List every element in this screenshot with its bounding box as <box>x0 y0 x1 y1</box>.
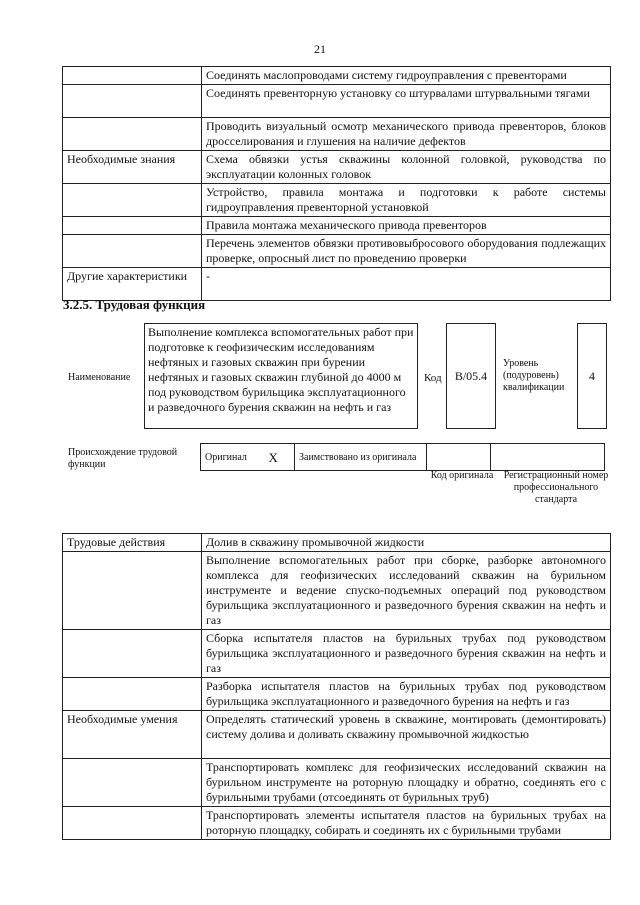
qualification-level-label: Уровень (подуровень) квалификации <box>503 358 565 393</box>
table-row <box>63 85 611 118</box>
borrowed-label: Заимствовано из оригинала <box>295 444 427 471</box>
row-label <box>63 184 202 217</box>
table-row <box>63 67 611 85</box>
table-row <box>63 151 611 184</box>
origin-table <box>200 443 605 471</box>
code-original-cell <box>427 444 491 471</box>
reg-number-label: Регистрационный номер профессионального стандарта <box>503 470 609 505</box>
row-label: Трудовые действия <box>63 534 202 552</box>
row-label <box>63 217 202 235</box>
row-text: Транспортировать элементы испытателя пластов на бурильных трубах на роторную площадку, собирать и соединять их с бурильными трубами <box>202 807 611 840</box>
row-label <box>63 759 202 807</box>
section-heading: 3.2.5. Трудовая функция <box>63 297 206 312</box>
table-row <box>63 552 611 630</box>
row-label <box>63 552 202 630</box>
row-label <box>63 678 202 711</box>
table-row <box>63 118 611 151</box>
origin-label: Происхождение трудовой функции <box>68 447 178 470</box>
code-value-box: В/05.4 <box>446 323 496 429</box>
row-label: Необходимые умения <box>63 711 202 759</box>
table-row <box>63 807 611 840</box>
code-original-label: Код оригинала <box>430 470 494 481</box>
row-text: Проводить визуальный осмотр механического привода превенторов, блоков дросселирования и глушения на наличие дефектов <box>202 118 611 151</box>
row-text: Разборка испытателя пластов на бурильных трубах под руководством бурильщика эксплуатационного и разведочного бурения на нефть и газ <box>202 678 611 711</box>
qualification-level-box: 4 <box>577 323 607 429</box>
row-text: Соединять маслопроводами систему гидроуправления с превенторами <box>202 67 611 85</box>
row-text: Долив в скважину промывочной жидкости <box>202 534 611 552</box>
table-row <box>63 235 611 268</box>
table-row <box>63 268 611 301</box>
code-label: Код <box>424 372 442 384</box>
row-text: Сборка испытателя пластов на бурильных трубах под руководством бурильщика эксплуатационного и разведочного бурения скважин на нефть и газ <box>202 630 611 678</box>
row-text: Определять статический уровень в скважине, монтировать (демонтировать) систему долива и доливать скважину промывочной жидкостью <box>202 711 611 759</box>
row-text: Перечень элементов обвязки противовыбросового оборудования подлежащих проверке, опросный лист по проведению проверки <box>202 235 611 268</box>
table-row <box>63 217 611 235</box>
table-row <box>63 759 611 807</box>
row-text: - <box>202 268 611 301</box>
row-label: Другие характеристики <box>63 268 202 301</box>
page-number: 21 <box>314 42 326 56</box>
row-label <box>63 85 202 118</box>
function-name-box: Выполнение комплекса вспомогательных работ при подготовке к геофизическим исследованиям нефтяных и газовых скважин при бурении нефтяных и газовых скважин глубиной до 4000 м под руководством бурильщика эксплуатационного и разведочного бурения скважин на нефть и газ <box>144 323 418 429</box>
table-row <box>63 184 611 217</box>
row-label <box>63 630 202 678</box>
row-text: Схема обвязки устья скважины колонной головкой, руководства по эксплуатации колонных головок <box>202 151 611 184</box>
name-label: Наименование <box>68 372 131 383</box>
row-label <box>63 235 202 268</box>
row-text: Транспортировать комплекс для геофизических исследований скважин на бурильном инструменте на роторную площадку и обратно, соединять его с бурильными трубами (отсоединять от бурильных труб) <box>202 759 611 807</box>
table-row <box>63 678 611 711</box>
row-label <box>63 807 202 840</box>
row-text: Выполнение вспомогательных работ при сборке, разборке автономного комплекса для геофизических исследований скважин на бурильном инструменте и ведение спуско-подъемных операций под руководством бурильщика эксплуатационного и разведочного бурения скважин на нефть и газ <box>202 552 611 630</box>
table-row <box>63 534 611 552</box>
original-mark: X <box>265 444 295 471</box>
reg-number-cell <box>491 444 605 471</box>
row-text: Устройство, правила монтажа и подготовки к работе системы гидроуправления превенторной установкой <box>202 184 611 217</box>
row-text: Соединять превенторную установку со штурвалами штурвальными тягами <box>202 85 611 118</box>
row-label <box>63 67 202 85</box>
row-label <box>63 118 202 151</box>
table-row <box>63 711 611 759</box>
table-bottom <box>62 533 611 840</box>
table-row <box>63 630 611 678</box>
row-label: Необходимые знания <box>63 151 202 184</box>
table-top <box>62 66 611 301</box>
original-label: Оригинал <box>201 444 265 471</box>
row-text: Правила монтажа механического привода превенторов <box>202 217 611 235</box>
